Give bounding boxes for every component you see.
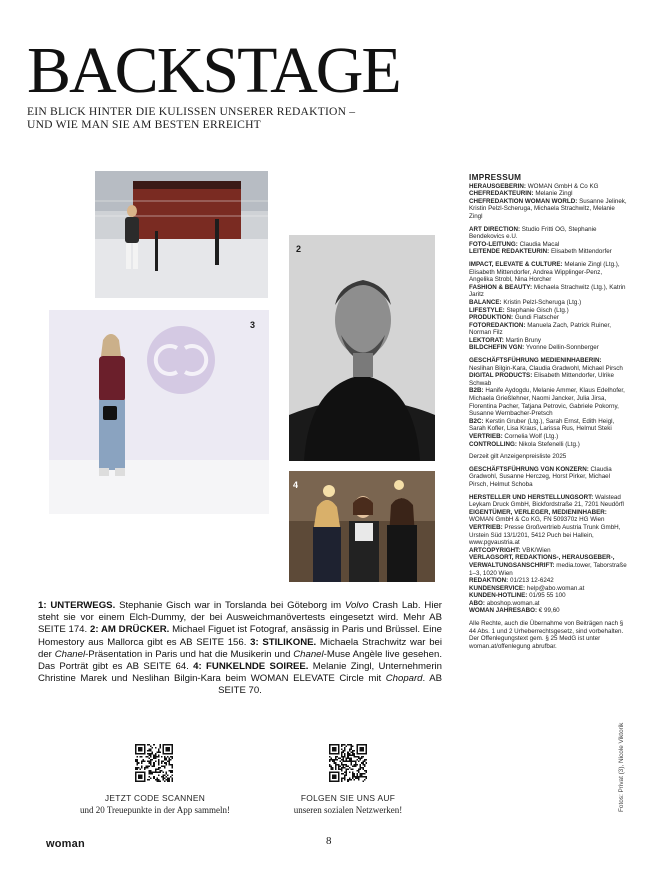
- impressum-label: ABO:: [469, 599, 485, 607]
- photo-4-soiree: [289, 471, 435, 582]
- impressum-value: Claudia Gradwohl, Susanne Herczeg, Horst Pirker, Michael Pirsch, Helmut Schoba: [469, 465, 612, 488]
- impressum-value: Melanie Zingl (Ltg.), Elisabeth Mittendorfer, Andrea Wipplinger-Penz, Angelika Strobl, Nina Horcher: [469, 260, 620, 284]
- impressum-label: LEKTORAT:: [469, 336, 504, 344]
- impressum-value: Derzeit gilt Anzeigenpreisliste 2025: [469, 453, 567, 461]
- qr-right-line-2: unseren sozialen Netzwerken!: [293, 805, 403, 815]
- caption-1-brand: Volvo: [344, 600, 369, 611]
- impressum-value: Presse Großvertrieb Austria Trunk GmbH, Urstein Süd 13/1/201, 5412 Puch bei Hallein, www.pgvaustria.at: [469, 523, 621, 547]
- impressum-value: Neslihan Bilgin-Kara, Claudia Gradwohl, Michael Pirsch: [469, 364, 623, 372]
- impressum-value: Cornelia Wolf (Ltg.): [502, 433, 559, 440]
- impressum-label: VERLAGSORT, REDAKTIONS-, HERAUSGEBER-, VERWALTUNGSANSCHRIFT:: [469, 554, 615, 569]
- impressum-value: Melanie Zingl: [533, 190, 573, 198]
- photo-3-chanel-event: [49, 310, 269, 514]
- impressum-block: [469, 357, 627, 448]
- photo-credit: Fotos: Privat (3), Nicole Viktorik: [618, 722, 625, 812]
- impressum-label: IMPACT, ELEVATE & CULTURE:: [469, 260, 563, 268]
- impressum-block: [469, 494, 627, 616]
- impressum-value: Michaela Strachwitz (Ltg.), Katrin Jaritz: [469, 283, 626, 299]
- caption-4-label: 4: FUNKELNDE SOIREE.: [193, 661, 309, 673]
- impressum-value: Elisabeth Mittendorfer, Ulrike Schwab: [469, 372, 614, 387]
- impressum-label: ARTCOPYRIGHT:: [469, 546, 521, 554]
- photo-4-number: 4: [293, 480, 299, 490]
- impressum-value: Susanne Jelinek, Kristin Pelzl-Scheruga, Michaela Strachwitz, Melanie Zingl: [469, 197, 627, 220]
- impressum-value: Kerstin Gruber (Ltg.), Sarah Ernst, Edith Heigl, Sarah Kofler, Lisa Kraus, Larissa Rus, Helmut Steki: [469, 417, 615, 433]
- impressum-block: [469, 261, 627, 352]
- caption-2-text: Michael Figuet ist Fotograf, ansässig in Paris und Brüssel. Eine Homestory aus Mallorca gibt es AB SEITE 156.: [38, 624, 443, 648]
- impressum-value: Yvonne Dellin-Sonnberger: [524, 344, 599, 352]
- impressum-label: FOTOREDAKTION:: [469, 321, 526, 329]
- caption-3-text-b: -Präsentation in Paris und hat die Musikerin und: [85, 648, 294, 660]
- subtitle-line-1: EIN BLICK HINTER DIE KULISSEN UNSERER REDAKTION –: [27, 105, 356, 118]
- impressum-value: VBK/Wien: [520, 546, 551, 554]
- impressum: [469, 174, 627, 655]
- impressum-value: Stephanie Gisch (Ltg.): [504, 306, 569, 314]
- impressum-block: [469, 453, 627, 461]
- qr-left-line-2: und 20 Treuepunkte in der App sammeln!: [80, 805, 230, 815]
- photo-2-number: 2: [296, 244, 302, 254]
- impressum-value: Walstead Leykam Druck GmbH, Bickfordstraße 21, 7201 Neudörfl: [469, 493, 624, 509]
- impressum-label: CHEFREDAKTION WOMAN WORLD:: [469, 197, 578, 205]
- impressum-label: HERSTELLER UND HERSTELLUNGSORT:: [469, 493, 594, 501]
- impressum-label: CHEFREDAKTEURIN:: [469, 190, 534, 198]
- impressum-value: Gundi Flatscher: [513, 314, 559, 322]
- qr-left-text: [45, 792, 265, 816]
- brand-logo: woman: [46, 838, 85, 850]
- impressum-value: Nikola Stefenelli (Ltg.): [516, 440, 580, 448]
- caption-1-label: 1: UNTERWEGS.: [38, 600, 116, 611]
- impressum-label: VERTRIEB:: [469, 433, 503, 440]
- impressum-label: WOMAN JAHRESABO:: [469, 607, 538, 615]
- impressum-label: GESCHÄFTSFÜHRUNG VGN KONZERN:: [469, 465, 589, 473]
- impressum-value: Alle Rechte, auch die Übernahme von Beiträgen nach § 44 Abs. 1 und 2 Urheberrechtsgesetz, sind vorbehalten. Der Offenlegungstext gem. § 25 MedG ist unter woman.at/offenlegung abrufbar.: [469, 620, 624, 650]
- caption-4-text-b: . AB SEITE 70.: [218, 673, 442, 697]
- impressum-label: KUNDEN-HOTLINE:: [469, 592, 528, 600]
- impressum-label: FOTO-LEITUNG:: [469, 240, 518, 248]
- qr-left-line-1: JETZT CODE SCANNEN: [104, 793, 206, 803]
- caption-1-text: Stephanie Gisch war in Torslanda bei Göteborg im: [115, 600, 345, 611]
- photo-caption: [38, 600, 442, 698]
- impressum-value: aboshop.woman.at: [484, 599, 540, 607]
- impressum-value: WOMAN GmbH & Co KG: [525, 182, 599, 190]
- page-number: 8: [326, 835, 332, 847]
- qr-right-line-1: FOLGEN SIE UNS AUF: [300, 793, 396, 803]
- impressum-value: Martin Bruny: [503, 336, 542, 344]
- impressum-value: Kristin Pelzl-Scheruga (Ltg.): [501, 298, 582, 306]
- impressum-label: HERAUSGEBERIN:: [469, 182, 526, 190]
- impressum-block: [469, 226, 627, 256]
- impressum-label: DIGITAL PRODUCTS:: [469, 372, 533, 380]
- impressum-value: 01/95 55 100: [527, 592, 566, 600]
- impressum-label: CONTROLLING:: [469, 440, 517, 448]
- photo-2-portrait: [289, 235, 435, 461]
- impressum-label: VERTRIEB:: [469, 523, 503, 531]
- impressum-label: GESCHÄFTSFÜHRUNG MEDIENINHABERIN:: [469, 357, 602, 365]
- caption-3-brand-2: Chanel: [293, 648, 324, 660]
- impressum-label: EIGENTÜMER, VERLEGER, MEDIENINHABER:: [469, 508, 607, 516]
- impressum-label: BILDCHEFIN VGN:: [469, 344, 525, 352]
- page-subtitle: [27, 105, 447, 131]
- impressum-value: Manuela Zach, Patrick Ruiner, Norman Filz: [469, 321, 611, 337]
- caption-2-label: 2: AM DRÜCKER.: [89, 624, 170, 636]
- impressum-label: LEITENDE REDAKTEURIN:: [469, 248, 550, 256]
- impressum-value: Claudia Macal: [517, 240, 560, 248]
- page-title: BACKSTAGE: [27, 34, 400, 107]
- impressum-label: LIFESTYLE:: [469, 306, 505, 314]
- impressum-value: 01/213 12-6242: [508, 577, 554, 585]
- impressum-label: FASHION & BEAUTY:: [469, 283, 533, 291]
- impressum-value: media.tower, Taborstraße 1–3, 1020 Wien: [469, 561, 627, 577]
- impressum-value: WOMAN GmbH & Co KG, FN 509370z HG Wien: [469, 516, 605, 524]
- impressum-block: [469, 183, 627, 221]
- subtitle-line-2: UND WIE MAN SIE AM BESTEN ERREICHT: [27, 118, 261, 131]
- impressum-block: [469, 620, 627, 650]
- impressum-block: [469, 466, 627, 489]
- impressum-label: ART DIRECTION:: [469, 225, 521, 233]
- impressum-label: B2C:: [469, 417, 484, 425]
- caption-3-text-c: -Muse Angèle live gesehen. Das Porträt gibt es AB SEITE 64.: [38, 648, 442, 673]
- impressum-label: B2B:: [469, 387, 484, 395]
- impressum-blocks: [469, 183, 627, 651]
- impressum-label: PRODUKTION:: [469, 314, 514, 322]
- photo-3-number: 3: [250, 320, 256, 330]
- caption-3-brand: Chanel: [54, 648, 86, 660]
- qr-code-social[interactable]: [329, 744, 367, 782]
- caption-1-text-b: Crash Lab. Hier steht sie vor einem Elch-Dummy, der bei Ausweichmanövertests eingesetzt wird. Mehr AB SEITE 174.: [38, 600, 442, 636]
- impressum-value: help@abo.woman.at: [525, 584, 585, 592]
- impressum-value: € 99,60: [537, 607, 560, 615]
- impressum-value: Hanife Aydogdu, Melanie Ammer, Klaus Edelhofer, Michaela Grießlehner, Naomi Jancker, Julia Jirsa, Florentina Pacher, Tatjana Petrovic, Gabriele Pokorny, Susanne Wernbacher-Pretsch: [469, 387, 625, 418]
- impressum-value: Elisabeth Mittendorfer: [549, 248, 612, 256]
- qr-right-text: [238, 792, 458, 816]
- caption-4-text: Melanie Zingl, Unternehmerin Christine Marek und Neslihan Bilgin-Kara beim WOMAN ELEVATE Circle mit: [38, 661, 443, 685]
- caption-3-label: 3: STILIKONE.: [250, 636, 317, 648]
- caption-3-text: Michaela Strachwitz war bei der: [38, 636, 442, 660]
- caption-4-brand: Chopard: [385, 673, 423, 685]
- photo-1-crash-lab: [95, 171, 268, 298]
- impressum-label: REDAKTION:: [469, 577, 509, 585]
- qr-code-app[interactable]: [135, 744, 173, 782]
- impressum-heading: IMPRESSUM: [469, 173, 522, 182]
- impressum-label: BALANCE:: [469, 298, 502, 306]
- impressum-value: Studio Fritti OG, Stephanie Bendekovics e.U.: [469, 225, 597, 241]
- impressum-label: KUNDENSERVICE:: [469, 584, 526, 592]
